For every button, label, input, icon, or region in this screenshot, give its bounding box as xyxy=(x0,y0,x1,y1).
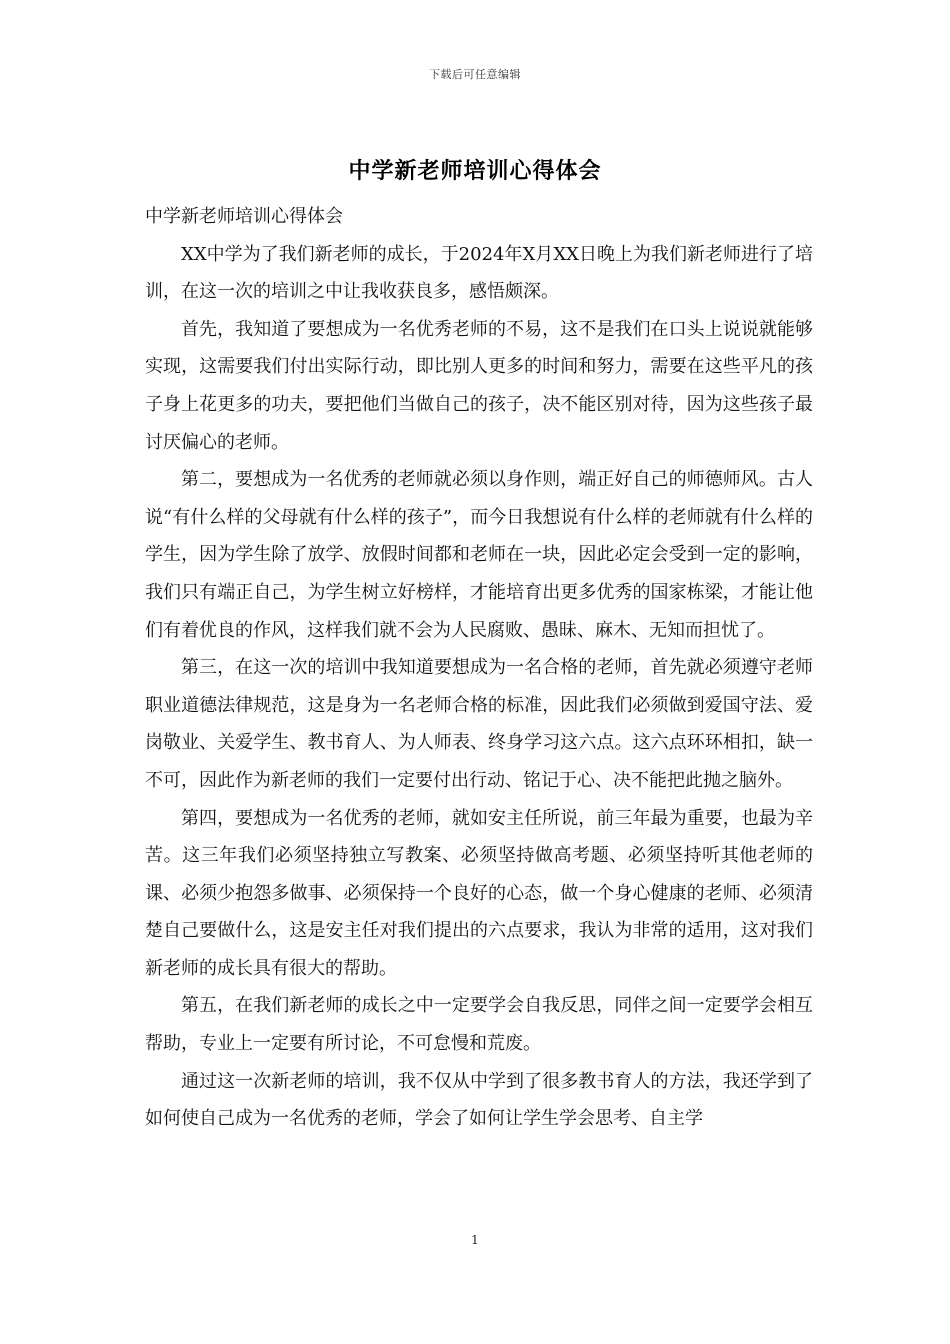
document-body xyxy=(145,198,813,1138)
document-title: 中学新老师培训心得体会 xyxy=(348,158,602,184)
paragraph-conclusion: 通过这一次新老师的培训，我不仅从中学到了很多教书育人的方法，我还学到了如何使自己成为一名优秀的老师，学会了如何让学生学会思考、自主学 xyxy=(145,1070,813,1130)
header-note: 下载后可任意编辑 xyxy=(429,68,521,81)
paragraph-first: 首先，我知道了要想成为一名优秀老师的不易，这不是我们在口头上说说就能够实现，这需要我们付出实际行动，即比别人更多的时间和努力，需要在这些平凡的孩子身上花更多的功夫，要把他们当做自己的孩子，决不能区别对待，因为这些孩子最讨厌偏心的老师。 xyxy=(145,318,813,453)
paragraph-intro: XX中学为了我们新老师的成长，于2024年X月XX日晚上为我们新老师进行了培训，在这一次的培训之中让我收获良多，感悟颇深。 xyxy=(145,243,813,303)
document-subtitle: 中学新老师培训心得体会 xyxy=(145,206,343,227)
paragraph-fourth: 第四，要想成为一名优秀的老师，就如安主任所说，前三年最为重要，也最为辛苦。这三年我们必须坚持独立写教案、必须坚持做高考题、必须坚持听其他老师的课、必须少抱怨多做事、必须保持一个良好的心态，做一个身心健康的老师、必须清楚自己要做什么，这是安主任对我们提出的六点要求，我认为非常的适用，这对我们新老师的成长具有很大的帮助。 xyxy=(145,807,813,979)
paragraph-third: 第三，在这一次的培训中我知道要想成为一名合格的老师，首先就必须遵守老师职业道德法律规范，这是身为一名老师合格的标准，因此我们必须做到爱国守法、爱岗敬业、关爱学生、教书育人、为人师表、终身学习这六点。这六点环环相扣，缺一不可，因此作为新老师的我们一定要付出行动、铭记于心、决不能把此抛之脑外。 xyxy=(145,657,813,791)
page-number: 1 xyxy=(471,1233,479,1247)
paragraph-second: 第二，要想成为一名优秀的老师就必须以身作则，端正好自己的师德师风。古人说“有什么样的父母就有什么样的孩子”，而今日我想说有什么样的老师就有什么样的学生，因为学生除了放学、放假时间都和老师在一块，因此必定会受到一定的影响，我们只有端正自己，为学生树立好榜样，才能培育出更多优秀的国家栋梁，才能让他们有着优良的作风，这样我们就不会为人民腐败、愚昧、麻木、无知而担忧了。 xyxy=(145,469,813,641)
paragraph-fifth: 第五，在我们新老师的成长之中一定要学会自我反思，同伴之间一定要学会相互帮助，专业上一定要有所讨论，不可怠慢和荒废。 xyxy=(145,995,813,1055)
